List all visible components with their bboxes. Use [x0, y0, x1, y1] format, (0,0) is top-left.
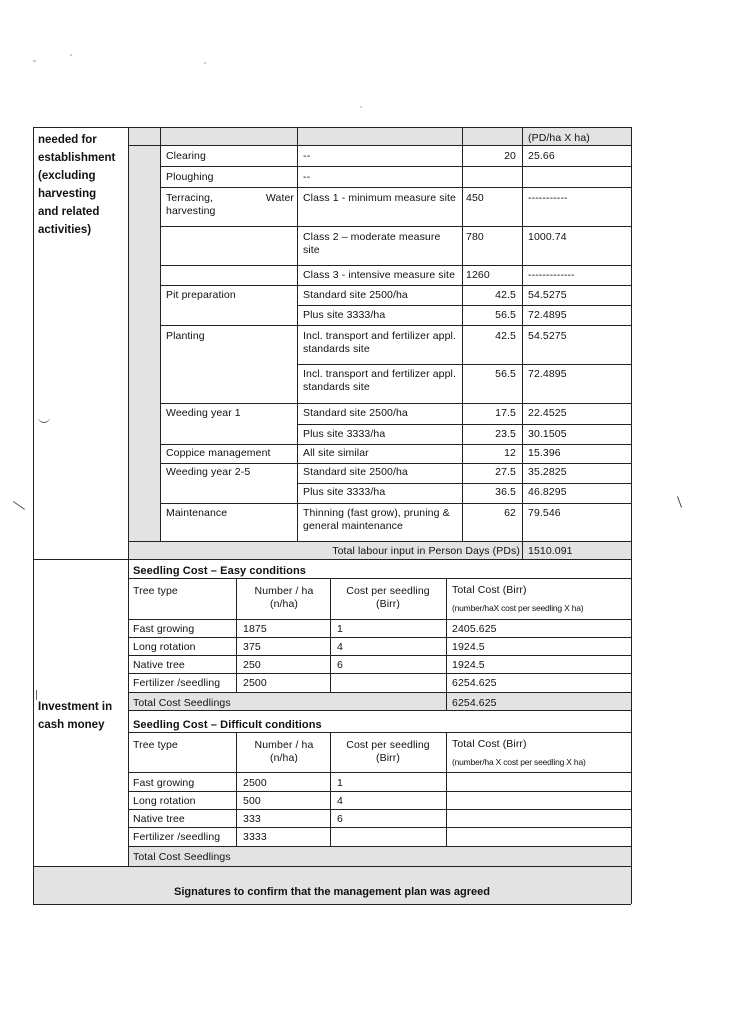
label-line: (excluding — [38, 170, 96, 182]
row-line — [160, 285, 631, 286]
tree-type-cell: Fast growing — [133, 623, 195, 635]
col-line — [446, 732, 447, 846]
person-days-cell: 56.5 — [495, 309, 516, 321]
row-line — [128, 846, 631, 847]
tree-type-cell: Native tree — [133, 813, 185, 825]
row-line — [160, 166, 631, 167]
total-pd-cell: 72.4895 — [528, 368, 567, 380]
investment-label — [38, 698, 126, 734]
description-cell: Standard site 2500/ha — [303, 407, 408, 419]
description-cell: Class 3 - intensive measure site — [303, 269, 456, 281]
row-line — [160, 503, 631, 504]
col-line — [236, 732, 237, 846]
col-line — [446, 578, 447, 710]
row-line — [128, 637, 631, 638]
scan-speck — [204, 62, 206, 64]
col-header-total: Total Cost (Birr) — [452, 738, 527, 750]
table-border-left — [33, 127, 34, 904]
person-days-cell: 17.5 — [495, 407, 516, 419]
description-cell: Standard site 2500/ha — [303, 289, 408, 301]
row-line — [297, 424, 631, 425]
person-days-cell: 36.5 — [495, 486, 516, 498]
establishment-label — [38, 131, 126, 239]
person-days-cell: 42.5 — [495, 289, 516, 301]
section-divider — [33, 866, 631, 867]
shaded-signature-row — [33, 866, 631, 904]
row-line — [128, 827, 631, 828]
col-line — [236, 578, 237, 692]
description-cell: Thinning (fast grow), pruning & general maintenance — [303, 507, 450, 532]
description-cell: Incl. transport and fertilizer appl. standards site — [303, 368, 457, 393]
row-line — [160, 463, 631, 464]
scan-speck — [33, 60, 36, 62]
activity-cell: Clearing — [166, 150, 206, 162]
row-line — [297, 364, 631, 365]
row-line — [128, 732, 631, 733]
total-pd-cell: 46.8295 — [528, 486, 567, 498]
activity-cell: Pit preparation — [166, 289, 236, 301]
row-line — [160, 444, 631, 445]
number-per-ha-cell: 500 — [243, 795, 261, 807]
row-line — [128, 673, 631, 674]
activity-cell: Coppice management — [166, 447, 271, 459]
total-pd-cell: 22.4525 — [528, 407, 567, 419]
table-border-right — [631, 127, 632, 904]
total-pd-cell: 30.1505 — [528, 428, 567, 440]
person-days-cell: 1260 — [466, 269, 490, 281]
label-line: harvesting — [38, 188, 97, 200]
cost-per-seedling-cell: 6 — [337, 659, 343, 671]
labour-total-label: Total labour input in Person Days (PDs) — [332, 545, 520, 557]
labour-total-value: 1510.091 — [528, 545, 573, 557]
person-days-cell: 20 — [504, 150, 516, 162]
col-header-tree-type: Tree type — [133, 585, 178, 597]
col-header-number: Number / ha (n/ha) — [254, 585, 314, 610]
difficult-total-label: Total Cost Seedlings — [133, 851, 231, 863]
tree-type-cell: Native tree — [133, 659, 185, 671]
number-per-ha-cell: 250 — [243, 659, 261, 671]
row-line — [128, 692, 631, 693]
total-pd-cell: 1000.74 — [528, 231, 567, 243]
col-header-number: Number / ha (n/ha) — [254, 739, 314, 764]
row-line — [128, 541, 631, 542]
description-cell: Incl. transport and fertilizer appl. standards site — [303, 330, 457, 355]
margin-mark — [38, 412, 50, 423]
col-header-formula: (number/ha X cost per seedling X ha) — [452, 757, 586, 767]
col-line — [330, 578, 331, 692]
number-per-ha-cell: 2500 — [243, 677, 267, 689]
total-pd-cell: 15.396 — [528, 447, 561, 459]
col-line — [462, 127, 463, 541]
row-line — [128, 710, 631, 711]
cost-per-seedling-cell: 4 — [337, 641, 343, 653]
row-line — [160, 187, 631, 188]
tree-type-cell: Fertilizer /seedling — [133, 831, 221, 843]
activity-cell: Ploughing — [166, 171, 214, 183]
col-line — [297, 127, 298, 541]
row-line — [160, 403, 631, 404]
total-pd-cell: ----------- — [528, 192, 568, 204]
easy-total-value: 6254.625 — [452, 697, 497, 709]
col-header-cost: Cost per seedling (Birr) — [346, 585, 430, 610]
number-per-ha-cell: 333 — [243, 813, 261, 825]
person-days-cell: 27.5 — [495, 466, 516, 478]
row-line — [128, 578, 631, 579]
row-line — [128, 655, 631, 656]
scan-speck — [70, 54, 72, 56]
description-cell: -- — [303, 171, 311, 183]
col-header-total: Total Cost (Birr) — [452, 584, 527, 596]
table-border-bottom — [33, 904, 631, 905]
row-line — [128, 619, 631, 620]
total-pd-cell: 54.5275 — [528, 330, 567, 342]
easy-total-label: Total Cost Seedlings — [133, 697, 231, 709]
description-cell: Plus site 3333/ha — [303, 428, 386, 440]
margin-mark — [13, 501, 25, 510]
row-line — [128, 809, 631, 810]
tree-type-cell: Fast growing — [133, 777, 195, 789]
activity-cell: Weeding year 1 — [166, 407, 241, 419]
row-line — [297, 305, 631, 306]
shaded-column — [128, 127, 160, 541]
row-line — [297, 483, 631, 484]
label-line: and related — [38, 206, 100, 218]
number-per-ha-cell: 1875 — [243, 623, 267, 635]
person-days-cell: 23.5 — [495, 428, 516, 440]
description-cell: Plus site 3333/ha — [303, 486, 386, 498]
total-pd-cell: 72.4895 — [528, 309, 567, 321]
tree-type-cell: Long rotation — [133, 795, 196, 807]
cost-per-seedling-cell: 6 — [337, 813, 343, 825]
signature-prompt: Signatures to confirm that the management plan was agreed — [173, 886, 490, 898]
cost-per-seedling-cell: 4 — [337, 795, 343, 807]
person-days-cell: 56.5 — [495, 368, 516, 380]
total-pd-cell: 25.66 — [528, 150, 555, 162]
total-pd-cell: 79.546 — [528, 507, 561, 519]
col-header-tree-type: Tree type — [133, 739, 178, 751]
total-pd-cell: ------------- — [528, 269, 575, 281]
description-cell: Standard site 2500/ha — [303, 466, 408, 478]
tree-type-cell: Fertilizer /seedling — [133, 677, 221, 689]
margin-mark — [677, 496, 682, 508]
description-cell: Plus site 3333/ha — [303, 309, 386, 321]
activity-cell: Planting — [166, 330, 205, 342]
total-cost-cell: 2405.625 — [452, 623, 497, 635]
label-line: establishment — [38, 152, 116, 164]
activity-cell: Weeding year 2-5 — [166, 466, 251, 478]
label-line: cash money — [38, 719, 105, 731]
col-line — [522, 127, 523, 559]
description-cell: All site similar — [303, 447, 369, 459]
description-cell: -- — [303, 150, 311, 162]
tree-type-cell: Long rotation — [133, 641, 196, 653]
row-line — [128, 145, 631, 146]
row-line — [128, 791, 631, 792]
col-header-cost: Cost per seedling (Birr) — [346, 739, 430, 764]
pd-unit-header: (PD/ha X ha) — [528, 132, 590, 144]
number-per-ha-cell: 375 — [243, 641, 261, 653]
description-cell: Class 1 - minimum measure site — [303, 192, 456, 204]
person-days-cell: 12 — [504, 447, 516, 459]
row-line — [160, 226, 631, 227]
col-line — [160, 127, 161, 541]
row-line — [160, 325, 631, 326]
table-border-top — [33, 127, 631, 128]
row-line — [160, 265, 631, 266]
person-days-cell: 450 — [466, 192, 484, 204]
person-days-cell: 780 — [466, 231, 484, 243]
cost-per-seedling-cell: 1 — [337, 777, 343, 789]
label-line: needed for — [38, 134, 97, 146]
person-days-cell: 42.5 — [495, 330, 516, 342]
label-line: activities) — [38, 224, 92, 236]
margin-mark — [36, 690, 43, 700]
number-per-ha-cell: 2500 — [243, 777, 267, 789]
row-line — [128, 772, 631, 773]
total-pd-cell: 54.5275 — [528, 289, 567, 301]
label-column-divider — [128, 127, 129, 866]
person-days-cell: 62 — [504, 507, 516, 519]
number-per-ha-cell: 3333 — [243, 831, 267, 843]
total-cost-cell: 1924.5 — [452, 641, 485, 653]
scan-speck — [360, 106, 362, 108]
col-header-formula: (number/haX cost per seedling X ha) — [452, 603, 584, 613]
total-pd-cell: 35.2825 — [528, 466, 567, 478]
activity-cell: Terracing, Water harvesting — [166, 192, 294, 217]
total-cost-cell: 1924.5 — [452, 659, 485, 671]
section-divider — [33, 559, 631, 560]
col-line — [330, 732, 331, 846]
activity-cell: Maintenance — [166, 507, 228, 519]
description-cell: Class 2 – moderate measure site — [303, 231, 441, 256]
easy-title: Seedling Cost – Easy conditions — [133, 565, 307, 577]
label-line: Investment in — [38, 701, 113, 713]
cost-per-seedling-cell: 1 — [337, 623, 343, 635]
total-cost-cell: 6254.625 — [452, 677, 497, 689]
difficult-title: Seedling Cost – Difficult conditions — [133, 719, 322, 731]
